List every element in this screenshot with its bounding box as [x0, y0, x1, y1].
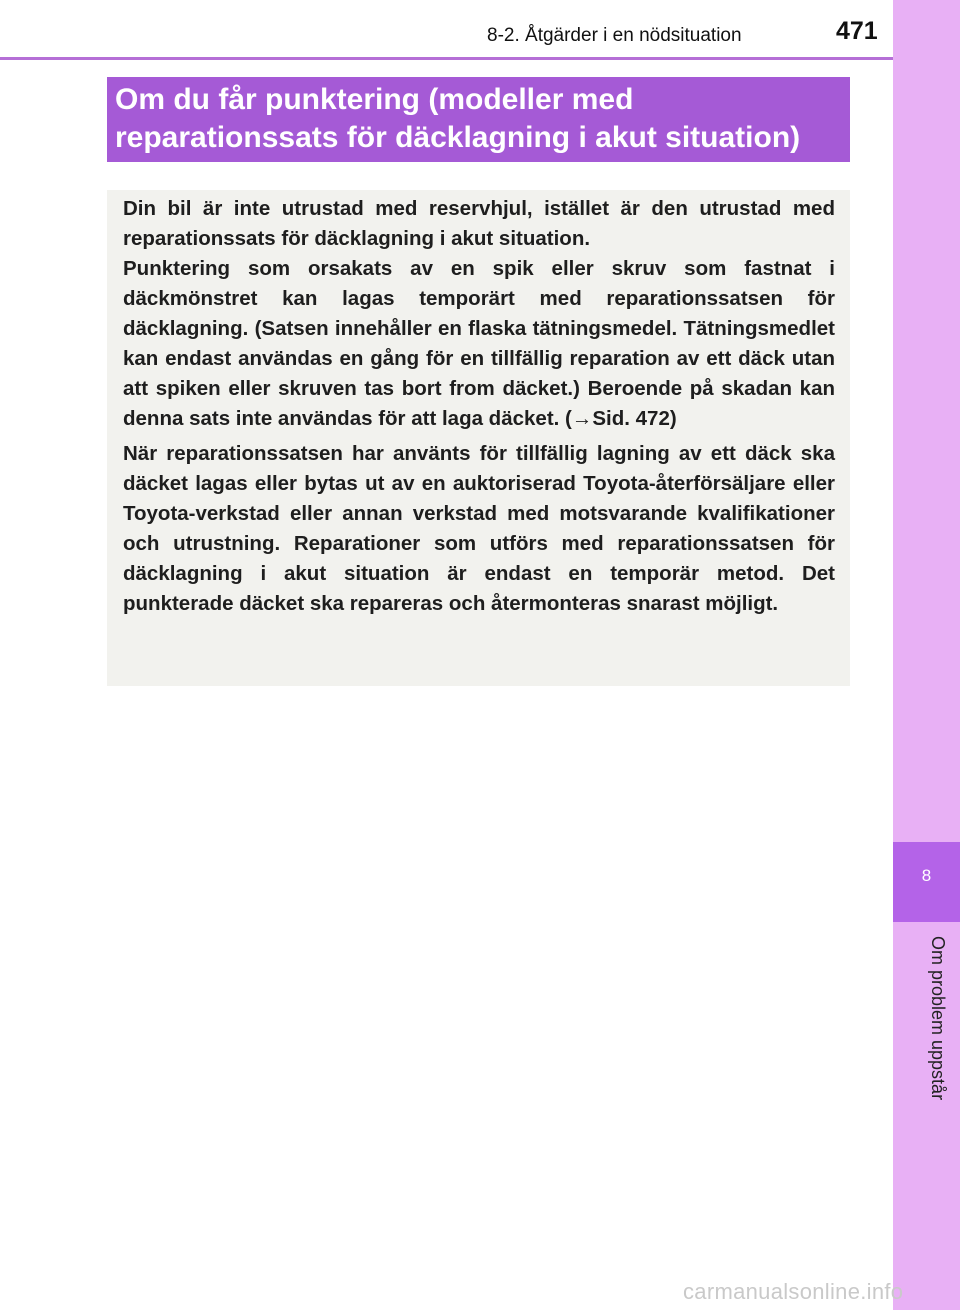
chapter-number-block[interactable]	[893, 842, 960, 922]
chapter-side-tab	[893, 0, 960, 1310]
paragraph-repair: När reparationssatsen har använts för tillfällig lagning av ett däck ska däcket lagas eller bytas ut av en auktoriserad Toyota-återförsäljare eller Toyota-verkstad eller annan verkstad med motsvarande kvalifikationer och utrustning. Reparationer som utförs med reparationssatsen för däcklagning i akut situation är endast en temporär metod. Det punkterade däcket ska repareras och återmonteras snarast möjligt.	[123, 442, 835, 615]
paragraph-puncture: Punktering som orsakats av en spik eller skruv som fastnat i däckmönstret kan lagas temporärt med reparationssatsen för däcklagning. (Satsen innehåller en flaska tätningsmedel. Tätningsmedlet kan endast användas en gång för en tillfällig reparation av ett däck utan att spiken eller skruven tas bort from däcket.) Beroende på skadan kan denna sats inte användas för att laga däcket. (→Sid. 472)	[123, 257, 835, 430]
title-line-1: Om du får punktering (modeller med	[115, 83, 634, 116]
section-title: 8-2. Åtgärder i en nödsituation	[487, 25, 742, 46]
header-divider	[0, 57, 893, 60]
info-box	[107, 190, 850, 686]
paragraph-intro: Din bil är inte utrustad med reservhjul, istället är den utrustad med reparationssats för däcklagning i akut situation.	[123, 197, 835, 250]
watermark: carmanualsonline.info	[683, 1279, 904, 1304]
page-number: 471	[836, 17, 878, 45]
chapter-title: Om problem uppstår	[928, 936, 948, 1101]
title-banner	[107, 77, 850, 162]
title-line-2: reparationssats för däcklagning i akut situation)	[115, 121, 801, 154]
chapter-number: 8	[921, 866, 932, 885]
